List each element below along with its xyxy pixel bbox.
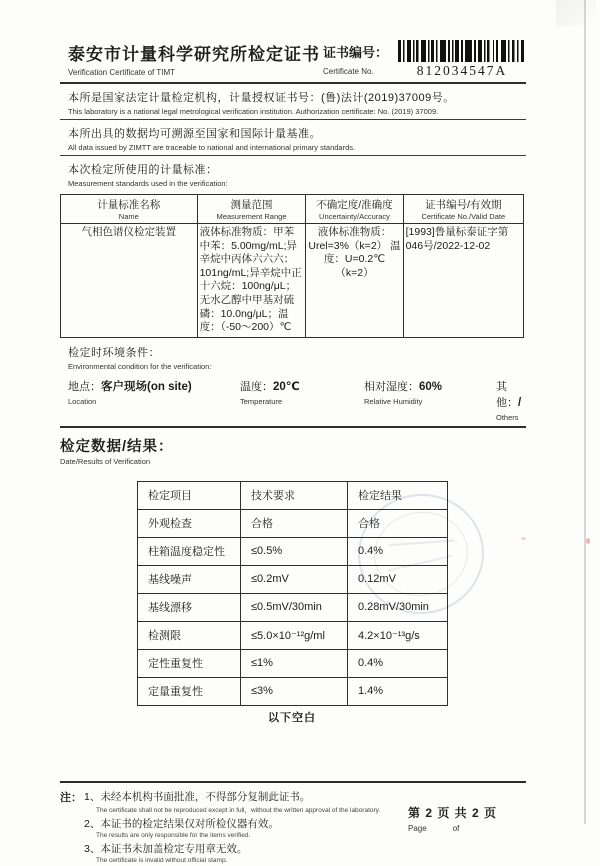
results-header-row [138, 481, 448, 509]
result-requirement: ≤0.5mV/30min [241, 593, 348, 621]
note-cn: 2、本证书的检定结果仅对所检仪器有效。 [84, 817, 279, 830]
certificate-title: 泰安市计量科学研究所检定证书 [68, 45, 320, 64]
env-humidity [364, 378, 496, 424]
env-humidity-label: 相对湿度： [364, 380, 419, 393]
uncertainty-cell: 液体标准物质：Urel=3%（k=2） 温度：U=0.2℃（k=2） [306, 224, 403, 338]
results-row-oven-stability [138, 537, 448, 565]
of-label-en: of [452, 823, 460, 833]
results-row-appearance [138, 509, 448, 537]
title-block [60, 40, 320, 77]
standards-header-name: 计量标准名称 Name [61, 195, 198, 224]
result-item: 基线噪声 [138, 565, 241, 593]
result-value: 0.28mV/30min [348, 593, 448, 621]
certificate-header [60, 40, 526, 82]
page-number-en [408, 824, 526, 833]
measurement-standards-table [60, 194, 524, 338]
standards-header-certificate: 证书编号/有效期 Certificate No./Valid Date [403, 195, 523, 224]
results-row-detection-limit [138, 621, 448, 649]
scan-edge [584, 0, 586, 824]
env-temperature [240, 378, 364, 424]
result-value: 合格 [348, 509, 448, 537]
standard-certificate-cell: [1993]鲁量标泰证字第046号/2022-12-02 [403, 224, 523, 338]
certificate-number-block [323, 40, 526, 79]
statement-cn: 本所出具的数据均可溯源至国家和国际计量基准。 [68, 128, 321, 140]
page-number-block [408, 804, 526, 866]
certificate-number-label: 证书编号： [322, 45, 388, 60]
result-requirement: ≤0.2mV [241, 565, 348, 593]
result-value: 4.2×10⁻¹³g/s [348, 621, 448, 649]
results-header-requirement: 技术要求 [241, 481, 348, 509]
footer-divider [60, 781, 526, 783]
result-item: 定量重复性 [138, 677, 241, 705]
results-row-quantitative-repeatability [138, 677, 448, 705]
certificate-number-label-en: Certificate No. [322, 67, 374, 76]
result-item: 外观检查 [138, 509, 241, 537]
env-temperature-label-en: Temperature [240, 396, 283, 406]
page-label-en: Page [408, 823, 427, 833]
environment-values-row [60, 371, 526, 428]
results-heading: 检定数据/结果： Date/Results of Verification [60, 438, 174, 466]
result-value: 0.4% [348, 649, 448, 677]
notes-label: 注： [60, 791, 82, 804]
result-value: 0.12mV [348, 565, 448, 593]
results-row-baseline-noise [138, 565, 448, 593]
verification-results-table [137, 481, 448, 706]
barcode-icon [398, 40, 526, 62]
result-requirement: ≤0.5% [241, 537, 348, 565]
env-humidity-label-en: Relative Humidity [364, 396, 423, 406]
env-humidity-value: 60% [419, 380, 443, 393]
statement-cn: 本所是国家法定计量检定机构，计量授权证书号：(鲁)法计(2019)37009号。 [68, 92, 455, 104]
env-temperature-value: 20℃ [273, 380, 300, 393]
certificate-number-value: 812034547A [416, 63, 508, 78]
standards-header-uncertainty: 不确定度/准确度 Uncertainty/Accuracy [306, 195, 403, 224]
measurement-range-cell: 液体标准物质：甲苯中苯：5.00mg/mL;异辛烷中丙体六六六：101ng/mL;异辛烷中正十六烷：100ng/μL；无水乙醇中甲基对硫磷：10.0ng/μL；温度：（-50～200）℃ [197, 224, 306, 338]
environment-heading: 检定时环境条件： Environmental condition for the verification: [68, 346, 212, 371]
result-value: 0.4% [348, 537, 448, 565]
result-item: 基线漂移 [138, 593, 241, 621]
note-en: The certificate is invalid without official stamp. [96, 856, 228, 864]
env-others-label: 其他： [496, 380, 518, 409]
results-header-item: 检定项目 [138, 481, 241, 509]
result-item: 定性重复性 [138, 649, 241, 677]
standards-data-row [61, 224, 524, 338]
page-number: 第 2 页 共 2 页 [408, 805, 498, 820]
standard-name-cell: 气相色谱仪检定装置 [61, 224, 198, 338]
statement-traceability [60, 120, 526, 155]
results-header-result: 检定结果 [348, 481, 448, 509]
note-cn: 3、本证书未加盖检定专用章无效。 [84, 842, 248, 855]
env-location-label-en: Location [68, 396, 97, 406]
env-others-value: / [518, 396, 522, 409]
statement-authorization [60, 84, 526, 119]
result-requirement: ≤3% [241, 677, 348, 705]
note-en: The certificate shall not be reproduced except in full，without the written approval of the laboratory. [96, 806, 381, 814]
certificate-number-value-block [398, 40, 526, 79]
results-row-qualitative-repeatability [138, 649, 448, 677]
certificate-page [60, 40, 526, 866]
env-location-label: 地点： [68, 380, 101, 393]
note-en: The results are only responsible for the items verified. [96, 831, 251, 839]
statement-en: All data issued by ZIMTT are traceable to national and international primary standards. [68, 143, 356, 152]
result-requirement: ≤5.0×10⁻¹²g/ml [241, 621, 348, 649]
result-item: 检测限 [138, 621, 241, 649]
env-others-label-en: Others [496, 412, 519, 422]
standards-header-range: 测量范围 Measurement Range [197, 195, 306, 224]
result-requirement: ≤1% [241, 649, 348, 677]
env-temperature-label: 温度： [240, 380, 273, 393]
statement-en: Measurement standards used in the verification: [68, 179, 228, 188]
certificate-number-labels [323, 40, 388, 76]
blank-below-note: 以下空白 [268, 711, 316, 724]
standards-header-row [61, 195, 524, 224]
results-row-baseline-drift [138, 593, 448, 621]
statement-en: This laboratory is a national legal metrological verification institution. Authorization certificate: No. (2019) 37009. [68, 107, 439, 116]
result-item: 柱箱温度稳定性 [138, 537, 241, 565]
statement-cn: 本次检定所使用的计量标准： [68, 164, 218, 176]
certificate-title-en: Verification Certificate of TIMT [68, 68, 175, 77]
scan-smudge [556, 0, 596, 26]
note-cn: 1、未经本机构书面批准，不得部分复制此证书。 [84, 790, 311, 803]
result-requirement: 合格 [241, 509, 348, 537]
statement-standards-used [60, 156, 526, 191]
footer-notes [60, 788, 408, 866]
env-location [68, 378, 240, 424]
result-value: 1.4% [348, 677, 448, 705]
notes-list [84, 788, 380, 866]
env-location-value: 客户现场(on site) [101, 380, 192, 393]
scan-speck [586, 538, 590, 544]
footer [60, 788, 526, 866]
env-others [496, 378, 526, 424]
